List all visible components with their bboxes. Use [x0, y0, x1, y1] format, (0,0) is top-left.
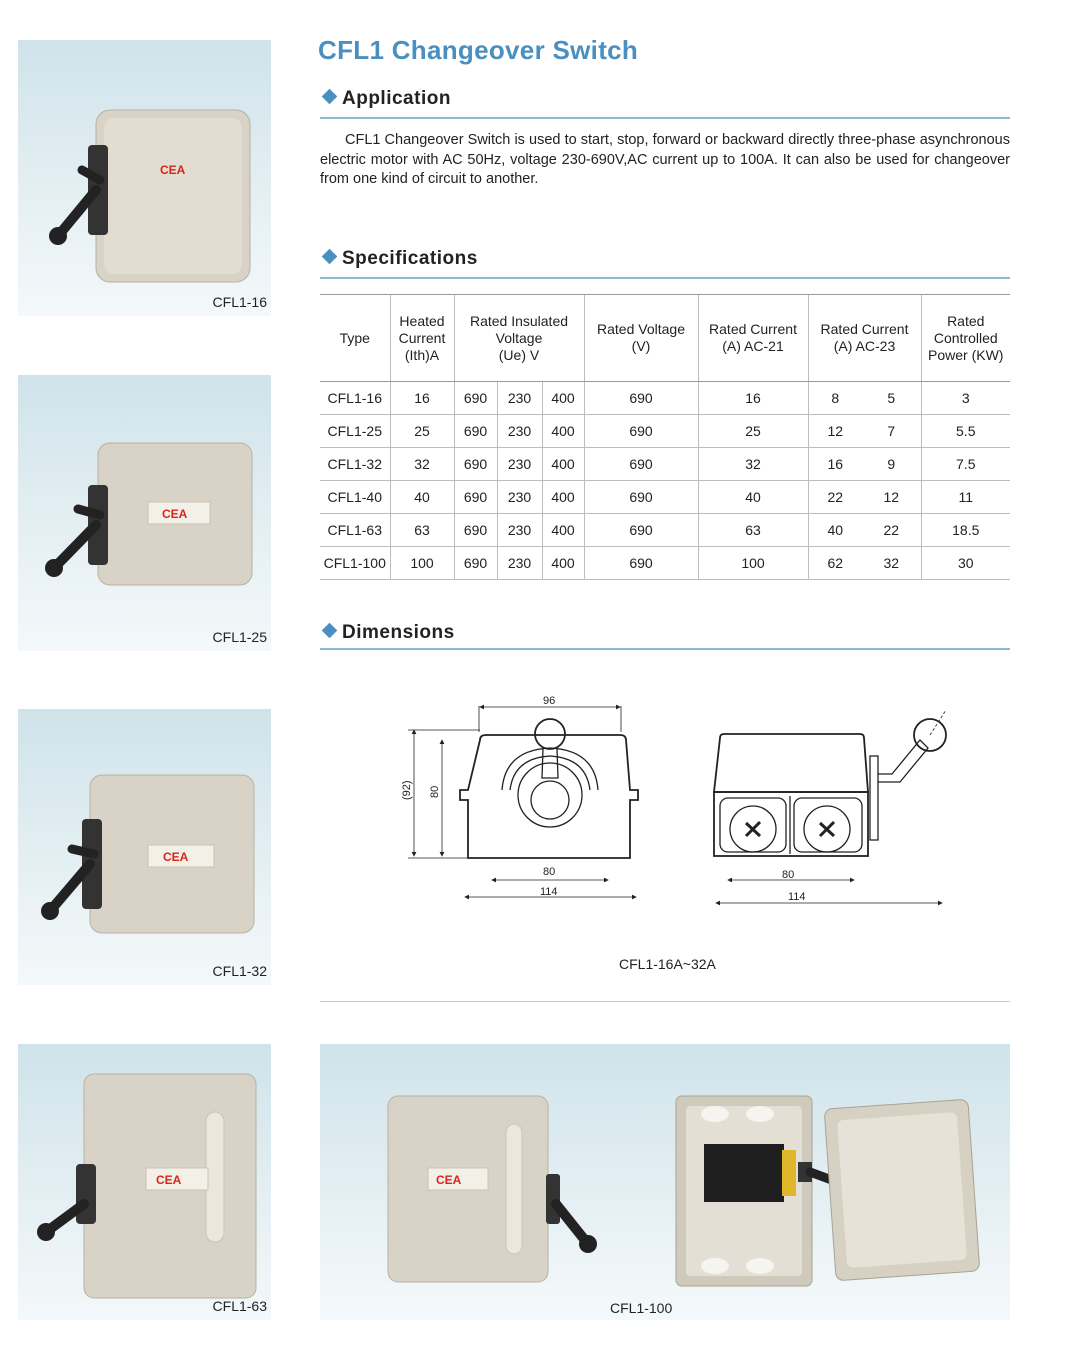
cell-type: CFL1-100 [320, 547, 390, 580]
cell-type: CFL1-40 [320, 481, 390, 514]
cell-insulated-230: 230 [497, 382, 542, 415]
cell-type: CFL1-32 [320, 448, 390, 481]
cell-ac23-b: 7 [862, 415, 921, 448]
cell-power: 7.5 [921, 448, 1010, 481]
cell-ac23-b: 22 [862, 514, 921, 547]
cell-insulated-230: 230 [497, 448, 542, 481]
switch-image [320, 1044, 1010, 1320]
cell-type: CFL1-25 [320, 415, 390, 448]
application-rule [320, 117, 1010, 119]
cell-voltage: 690 [584, 415, 698, 448]
diamond-bullet-icon [322, 89, 338, 105]
table-row [320, 514, 1010, 547]
cell-insulated-690: 690 [454, 547, 497, 580]
cell-ac23-b: 32 [862, 547, 921, 580]
switch-image [18, 375, 271, 651]
product-photo-cfl1-32 [18, 709, 271, 985]
brand-logo: CEA [160, 163, 186, 177]
dim-side-outer: 114 [788, 891, 806, 903]
brand-logo: CEA [162, 507, 188, 521]
cell-ac23-a: 8 [808, 382, 862, 415]
header-rated-voltage: Rated Voltage (V) [584, 295, 698, 382]
cell-voltage: 690 [584, 382, 698, 415]
header-current-ac21: Rated Current (A) AC-21 [698, 295, 808, 382]
cell-power: 5.5 [921, 415, 1010, 448]
dim-side-inner: 80 [782, 869, 795, 881]
photo-caption: CFL1-25 [212, 629, 267, 645]
switch-image [18, 1044, 271, 1320]
cell-heated: 40 [390, 481, 454, 514]
cell-ac23-a: 40 [808, 514, 862, 547]
cell-insulated-230: 230 [497, 415, 542, 448]
cell-heated: 32 [390, 448, 454, 481]
dimension-drawing [380, 690, 980, 920]
dim-front-bottom-outer: 114 [540, 886, 558, 898]
cell-voltage: 690 [584, 448, 698, 481]
cell-power: 11 [921, 481, 1010, 514]
header-heated-current: Heated Current (Ith)A [390, 295, 454, 382]
cell-ac23-a: 62 [808, 547, 862, 580]
product-photo-cfl1-16 [18, 40, 271, 316]
cell-voltage: 690 [584, 547, 698, 580]
cell-type: CFL1-16 [320, 382, 390, 415]
switch-image [18, 709, 271, 985]
cell-insulated-690: 690 [454, 481, 497, 514]
photo-caption: CFL1-16 [212, 294, 267, 310]
dim-front-bottom-inner: 80 [543, 866, 556, 878]
section-separator [320, 1001, 1010, 1002]
photo-caption: CFL1-100 [610, 1300, 673, 1316]
product-photo-cfl1-63 [18, 1044, 271, 1320]
header-insulated-voltage: Rated Insulated Voltage (Ue) V [454, 295, 584, 382]
table-row [320, 448, 1010, 481]
dim-front-top: 96 [543, 695, 556, 707]
cell-ac21: 16 [698, 382, 808, 415]
cell-heated: 100 [390, 547, 454, 580]
dim-front-height-inner: 80 [429, 785, 441, 798]
cell-ac23-a: 22 [808, 481, 862, 514]
table-row [320, 382, 1010, 415]
cell-insulated-400: 400 [542, 547, 584, 580]
brand-logo: CEA [163, 850, 189, 864]
diamond-bullet-icon [322, 249, 338, 265]
cell-insulated-230: 230 [497, 547, 542, 580]
side-view [714, 710, 946, 903]
cell-ac23-b: 5 [862, 382, 921, 415]
header-current-ac23: Rated Current (A) AC-23 [808, 295, 921, 382]
product-photo-cfl1-25 [18, 375, 271, 651]
dim-front-height-outer: (92) [401, 780, 413, 800]
front-view [408, 706, 638, 897]
photo-caption: CFL1-32 [212, 963, 267, 979]
table-row [320, 481, 1010, 514]
dimensions-caption: CFL1-16A~32A [619, 956, 716, 972]
application-text: CFL1 Changeover Switch is used to start, stop, forward or backward directly three-phase asynchronous electric motor with AC 50Hz, voltage 230-690V,AC current up to 100A. It can also be used for changeover from one kind of circuit to another. [320, 132, 1010, 187]
cell-voltage: 690 [584, 514, 698, 547]
specifications-rule [320, 277, 1010, 279]
table-header-row [320, 295, 1010, 382]
photo-caption: CFL1-63 [212, 1298, 267, 1314]
page-title: CFL1 Changeover Switch [318, 35, 639, 65]
cell-insulated-400: 400 [542, 448, 584, 481]
product-photo-cfl1-100 [320, 1044, 1010, 1320]
cell-ac21: 63 [698, 514, 808, 547]
table-row [320, 415, 1010, 448]
cell-insulated-690: 690 [454, 448, 497, 481]
cell-heated: 25 [390, 415, 454, 448]
cell-insulated-690: 690 [454, 415, 497, 448]
cell-power: 3 [921, 382, 1010, 415]
specifications-table [320, 294, 1010, 580]
switch-image [18, 40, 271, 316]
brand-logo: CEA [436, 1173, 462, 1187]
cell-ac23-a: 12 [808, 415, 862, 448]
cell-power: 18.5 [921, 514, 1010, 547]
cell-insulated-230: 230 [497, 481, 542, 514]
dimensions-heading: Dimensions [321, 622, 455, 644]
cell-voltage: 690 [584, 481, 698, 514]
cell-ac21: 32 [698, 448, 808, 481]
application-heading: Application [321, 88, 451, 110]
cell-power: 30 [921, 547, 1010, 580]
table-row [320, 547, 1010, 580]
brand-logo: CEA [156, 1173, 182, 1187]
dimensions-rule [320, 648, 1010, 650]
cell-ac23-b: 12 [862, 481, 921, 514]
cell-insulated-400: 400 [542, 481, 584, 514]
cell-ac21: 100 [698, 547, 808, 580]
cell-insulated-400: 400 [542, 415, 584, 448]
specifications-heading: Specifications [321, 248, 478, 270]
cell-insulated-400: 400 [542, 382, 584, 415]
diamond-bullet-icon [322, 623, 338, 639]
cell-ac21: 25 [698, 415, 808, 448]
cell-ac23-a: 16 [808, 448, 862, 481]
cell-insulated-690: 690 [454, 514, 497, 547]
header-type: Type [320, 295, 390, 382]
cell-ac21: 40 [698, 481, 808, 514]
cell-insulated-400: 400 [542, 514, 584, 547]
header-controlled-power: Rated Controlled Power (KW) [921, 295, 1010, 382]
cell-insulated-230: 230 [497, 514, 542, 547]
cell-insulated-690: 690 [454, 382, 497, 415]
cell-ac23-b: 9 [862, 448, 921, 481]
cell-type: CFL1-63 [320, 514, 390, 547]
cell-heated: 63 [390, 514, 454, 547]
cell-heated: 16 [390, 382, 454, 415]
